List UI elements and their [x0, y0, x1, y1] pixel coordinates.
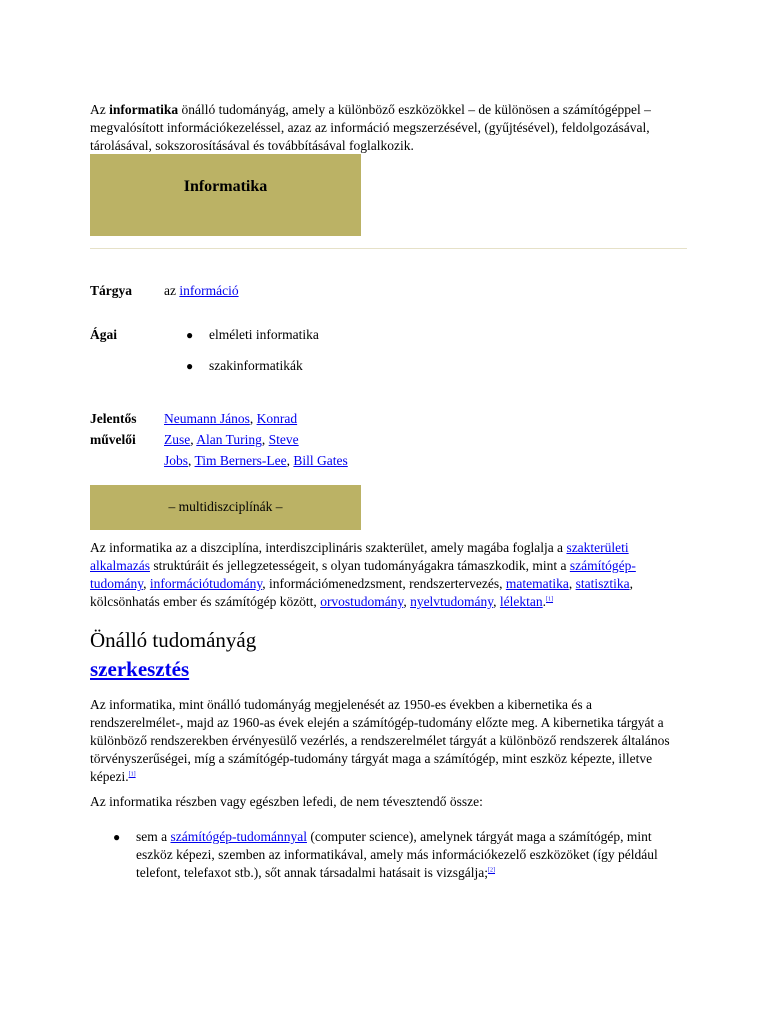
agai-item: elméleti informatika — [209, 327, 319, 342]
agai-label: Ágai — [90, 327, 117, 342]
intro-paragraph — [90, 101, 690, 155]
text-run: , — [403, 594, 411, 609]
link-statisztika[interactable]: statisztika — [575, 576, 630, 591]
targya-prefix: az — [164, 283, 180, 298]
jelentos-label: Jelentős — [90, 411, 137, 426]
edit-link[interactable]: szerkesztés — [90, 657, 190, 681]
section-heading: Önálló tudományág — [90, 628, 257, 652]
text-run: Az informatika az a diszciplína, interdiszciplináris szakterület, amely magába foglalja a — [90, 540, 567, 555]
text-run: (computer science), amelynek tárgyát maga a számítógép, mint eszköz képezi, szemben az informatikával, amely más információkezelő eszközöket (így például telefont, telefaxot stb.), sőt annak társadalmi hatásait is vizsgálja; — [136, 829, 658, 880]
targya-label: Tárgya — [90, 283, 132, 298]
intro-bold-term: informatika — [109, 102, 179, 117]
text-run: struktúráit és jellegzetességeit, s olyan tudományágakra támaszkodik, mint a — [149, 558, 570, 573]
people-line-3: Jobs, Tim Berners-Lee, Bill Gates — [164, 453, 348, 468]
link-matematika[interactable]: matematika — [505, 576, 569, 591]
text-run: . — [542, 594, 547, 609]
history-paragraph — [90, 696, 682, 786]
text-run: , kölcsönhatás ember és számítógép között, — [90, 576, 633, 609]
reference-link[interactable]: [1] — [128, 771, 136, 778]
intro-rest: önálló tudományág, amely a különböző eszközökkel – de különösen a számítógéppel – megvalósított információkezeléssel, azaz az információ megszerzésével, (gyűjtésével), feldolgozásával, tárolásával, sokszorosításával és továbbításával foglalkozik. — [90, 102, 651, 153]
link-informaciotudomany[interactable]: információtudomány — [149, 576, 263, 591]
link-szamitogep-tudomany[interactable]: számítógép-tudomány — [90, 558, 636, 591]
link-turing[interactable]: Alan Turing — [196, 432, 262, 447]
link-orvostudomany[interactable]: orvostudomány — [320, 594, 404, 609]
link-zuse[interactable]: Konrad — [256, 411, 298, 426]
bullet-icon: ● — [186, 359, 194, 373]
text-run: Az informatika, mint önálló tudományág megjelenését az 1950-es években a kibernetika és a rendszerelmélet-, majd az 1960-as évek elején a számítógép-tudomány előzte meg. A kibernetika tárgyát a különböző rendszerekben érvényesülő vezérlés, a rendszerelmélet tárgyát a különböző rendszerek általános törvényszerűségei, míg a számítógép-tudomány tárgyát maga a számítógép, mint eszköz képezte, illetve képezi. — [90, 697, 670, 784]
text-run: , — [493, 594, 500, 609]
people-line-1: Neumann János, Konrad — [164, 411, 298, 426]
agai-item: szakinformatikák — [209, 358, 303, 373]
targya-value — [164, 282, 239, 300]
infobox-divider — [90, 248, 687, 249]
people-line-2: Zuse, Alan Turing, Steve — [164, 432, 299, 447]
link-jobs[interactable]: Jobs — [164, 453, 189, 468]
link-szakteruleti-alkalmazas[interactable]: szakterületi alkalmazás — [90, 540, 629, 573]
link-zuse[interactable]: Zuse — [164, 432, 191, 447]
bullet-icon: ● — [186, 328, 194, 342]
text-run: sem a — [136, 829, 171, 844]
reference-link[interactable]: [2] — [488, 867, 496, 874]
text-run: , információmenedzsment, rendszertervezés, — [262, 576, 506, 591]
infobox-title: Informatika — [90, 154, 361, 236]
link-szamitogep-tudomannyal[interactable]: számítógép-tudománnyal — [170, 829, 307, 844]
link-berners-lee[interactable]: Tim Berners-Lee — [194, 453, 287, 468]
intro-lead: Az — [90, 102, 110, 117]
link-informacio[interactable]: információ — [179, 283, 239, 298]
text-run: , — [568, 576, 576, 591]
muvelo-label: művelői — [90, 432, 136, 447]
reference-link[interactable]: [1] — [546, 596, 554, 603]
bullet-icon: ● — [113, 830, 121, 844]
discipline-paragraph — [90, 539, 690, 611]
link-neumann[interactable]: Neumann János — [164, 411, 250, 426]
infobox-footer: – multidiszciplínák – — [90, 485, 361, 530]
link-gates[interactable]: Bill Gates — [293, 453, 348, 468]
overlap-paragraph: Az informatika részben vagy egészben lefedi, de nem tévesztendő össze: — [90, 794, 483, 809]
list-item — [136, 828, 666, 882]
link-lelektan[interactable]: lélektan — [499, 594, 543, 609]
link-jobs[interactable]: Steve — [268, 432, 299, 447]
link-nyelvtudomany[interactable]: nyelvtudomány — [410, 594, 494, 609]
text-run: , — [143, 576, 150, 591]
